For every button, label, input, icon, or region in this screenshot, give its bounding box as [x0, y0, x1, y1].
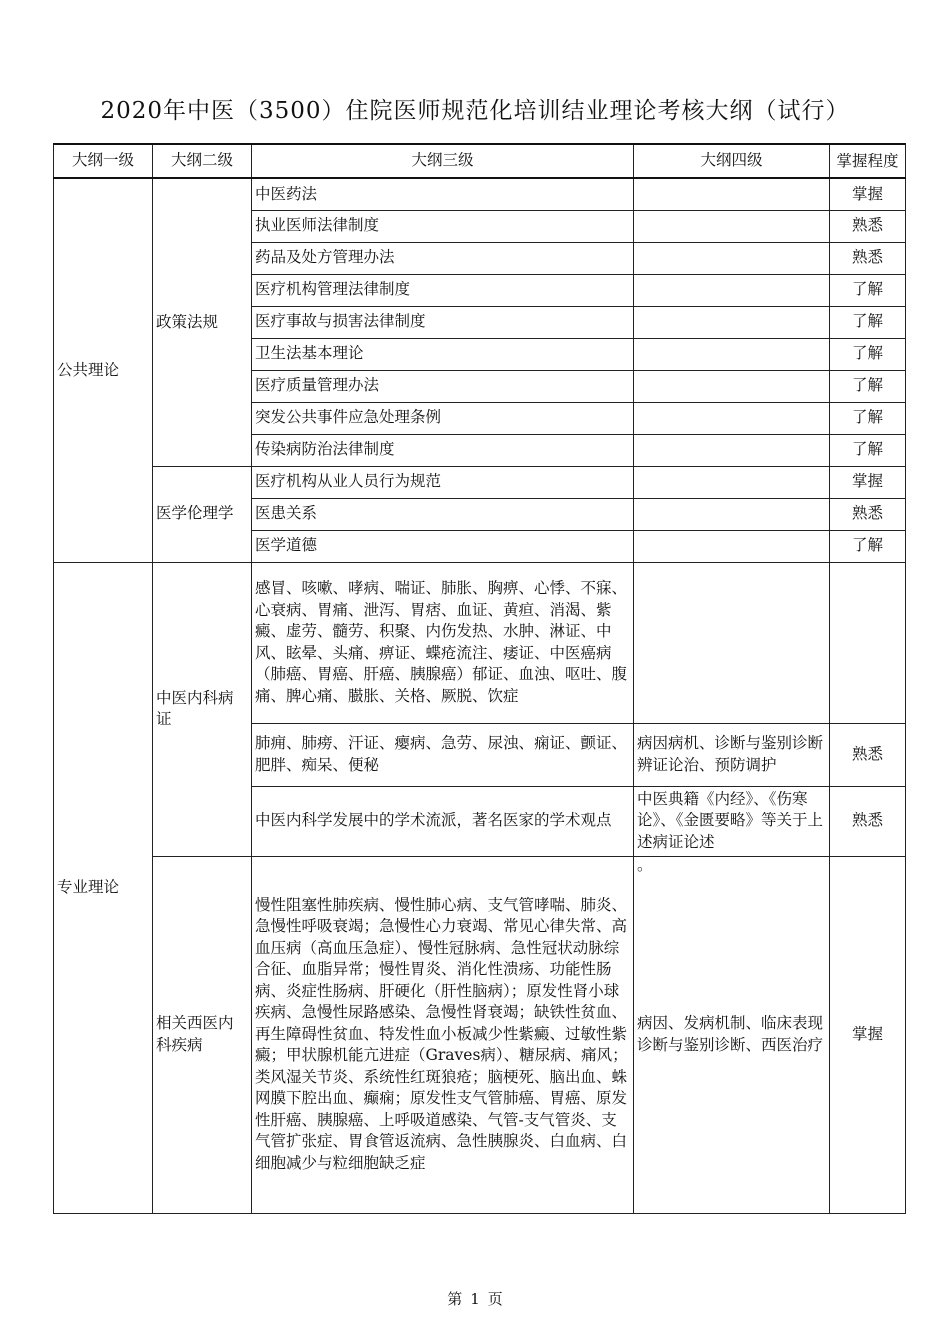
header-level3: 大纲三级	[252, 144, 634, 178]
mastery-cell: 掌握	[830, 178, 906, 210]
level3-cell: 药品及处方管理办法	[252, 242, 634, 274]
level3-cell: 执业医师法律制度	[252, 210, 634, 242]
table-row	[54, 466, 906, 498]
level4-cell: 病因病机、诊断与鉴别诊断辨证论治、预防调护	[634, 723, 830, 786]
level3-cell: 医患关系	[252, 498, 634, 530]
header-level1: 大纲一级	[54, 144, 153, 178]
level3-cell: 医疗事故与损害法律制度	[252, 306, 634, 338]
level4-cell	[634, 434, 830, 466]
header-mastery: 掌握程度	[830, 144, 906, 178]
level4-cell	[634, 498, 830, 530]
level4-text: 病因、发病机制、临床表现诊断与鉴别诊断、西医治疗	[637, 1014, 824, 1054]
mastery-cell: 了解	[830, 402, 906, 434]
table-row	[54, 178, 906, 210]
level4-cell	[634, 370, 830, 402]
table-header-row	[54, 144, 906, 178]
level3-cell: 医疗质量管理办法	[252, 370, 634, 402]
mastery-cell: 熟悉	[830, 242, 906, 274]
mastery-cell: 熟悉	[830, 210, 906, 242]
level4-cell: 中医典籍《内经》、《伤寒论》、《金匮要略》等关于上述病证论述	[634, 786, 830, 856]
level3-cell: 中医药法	[252, 178, 634, 210]
level3-cell: 肺痈、肺痨、汗证、瘿病、急劳、尿浊、痫证、颤证、肥胖、痴呆、便秘	[252, 723, 634, 786]
level4-cell	[634, 530, 830, 562]
mastery-cell: 了解	[830, 274, 906, 306]
level1-public: 公共理论	[54, 178, 153, 562]
page-number: 1	[470, 1290, 480, 1308]
level4-cell	[634, 466, 830, 498]
level3-cell: 突发公共事件应急处理条例	[252, 402, 634, 434]
table-row	[54, 856, 906, 1213]
mastery-cell: 了解	[830, 434, 906, 466]
level3-cell: 医学道德	[252, 530, 634, 562]
mastery-cell: 了解	[830, 338, 906, 370]
level4-cell	[634, 402, 830, 434]
level3-cell: 卫生法基本理论	[252, 338, 634, 370]
level4-cell	[634, 274, 830, 306]
level3-cell: 医疗机构管理法律制度	[252, 274, 634, 306]
level4-cell	[634, 210, 830, 242]
mastery-cell	[830, 562, 906, 723]
level2-tcm-internal: 中医内科病证	[153, 562, 252, 856]
footer-prefix: 第	[447, 1290, 463, 1308]
table-row	[54, 562, 906, 723]
level4-cell	[634, 338, 830, 370]
mastery-cell: 熟悉	[830, 723, 906, 786]
level2-western-internal: 相关西医内科疾病	[153, 856, 252, 1213]
mastery-cell: 了解	[830, 530, 906, 562]
page-footer	[0, 1288, 950, 1309]
mastery-cell: 熟悉	[830, 498, 906, 530]
mastery-cell: 熟悉	[830, 786, 906, 856]
header-level2: 大纲二级	[153, 144, 252, 178]
level3-cell: 中医内科学发展中的学术流派，著名医家的学术观点	[252, 786, 634, 856]
level4-cell	[634, 562, 830, 723]
header-level4: 大纲四级	[634, 144, 830, 178]
level4-cell	[634, 178, 830, 210]
level3-cell: 慢性阻塞性肺疾病、慢性肺心病、支气管哮喘、肺炎、急慢性呼吸衰竭；急慢性心力衰竭、常见心律失常、高血压病（高血压急症）、慢性冠脉病、急性冠状动脉综合征、血脂异常；慢性胃炎、消化性溃疡、功能性肠病、炎症性肠病、肝硬化（肝性脑病）；原发性肾小球疾病、急慢性尿路感染、急慢性肾衰竭；缺铁性贫血、再生障碍性贫血、特发性血小板减少性紫癜、过敏性紫癜；甲状腺机能亢进症（Graves病）、糖尿病、痛风；类风湿关节炎、系统性红斑狼疮；脑梗死、脑出血、蛛网膜下腔出血、癫痫；原发性支气管肺癌、胃癌、原发性肝癌、胰腺癌、上呼吸道感染、气管-支气管炎、支气管扩张症、胃食管返流病、急性胰腺炎、白血病、白细胞减少与粒细胞缺乏症	[252, 856, 634, 1213]
mastery-cell: 掌握	[830, 466, 906, 498]
period-mark: 。	[637, 856, 653, 874]
outline-table	[53, 143, 906, 1214]
level3-cell: 传染病防治法律制度	[252, 434, 634, 466]
level4-cell	[634, 242, 830, 274]
mastery-cell: 了解	[830, 370, 906, 402]
mastery-cell: 掌握	[830, 856, 906, 1213]
level2-policy: 政策法规	[153, 178, 252, 466]
mastery-cell: 了解	[830, 306, 906, 338]
level1-professional: 专业理论	[54, 562, 153, 1213]
level2-ethics: 医学伦理学	[153, 466, 252, 562]
level4-cell	[634, 306, 830, 338]
level3-cell: 感冒、咳嗽、哮病、喘证、肺胀、胸痹、心悸、不寐、心衰病、胃痛、泄泻、胃痞、血证、黄疸、消渴、紫癜、虚劳、髓劳、积聚、内伤发热、水肿、淋证、中风、眩晕、头痛、痹证、蝶疮流注、痿证、中医癌病（肺癌、胃癌、肝癌、胰腺癌）郁证、血浊、呕吐、腹痛、脾心痛、臌胀、关格、厥脱、饮症	[252, 562, 634, 723]
level4-cell	[634, 856, 830, 1213]
footer-suffix: 页	[487, 1290, 503, 1308]
level3-cell: 医疗机构从业人员行为规范	[252, 466, 634, 498]
page-title: 2020年中医（3500）住院医师规范化培训结业理论考核大纲（试行）	[100, 98, 850, 124]
